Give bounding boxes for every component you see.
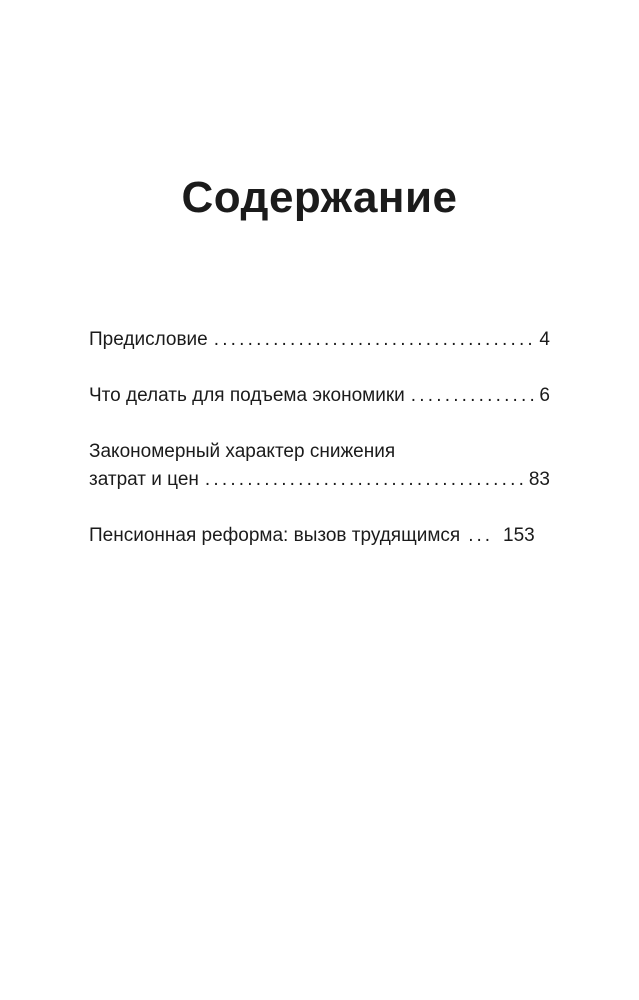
toc-entry-title-line1: Закономерный характер снижения [89,441,396,462]
toc-entry-preface[interactable] [89,326,550,354]
toc-entry-costs-prices[interactable] [89,438,550,494]
dot-leader [411,382,538,410]
dot-leader [205,466,527,494]
toc-entry-title-line2: затрат и цен [89,469,199,490]
dot-leader [468,522,493,550]
toc-entry-page: 83 [528,469,550,490]
toc-entry-line [89,466,550,494]
toc-entry-page: 153 [503,525,535,546]
toc-entry-page: 6 [539,385,550,406]
toc-entry-line [89,522,550,550]
dot-leader [214,326,538,354]
toc-entry-title: Что делать для подъема экономики [89,385,405,406]
toc-entry-pension-reform[interactable] [89,522,550,550]
toc-entry-title: Пенсионная реформа: вызов трудящимся [89,525,461,546]
toc-entry-line [89,326,550,354]
toc-entry-economy[interactable] [89,382,550,410]
page-title: Содержание [181,173,458,222]
toc-entry-title: Предисловие [89,329,208,350]
table-of-contents [89,326,550,578]
toc-entry-line [89,382,550,410]
toc-entry-page: 4 [539,329,550,350]
